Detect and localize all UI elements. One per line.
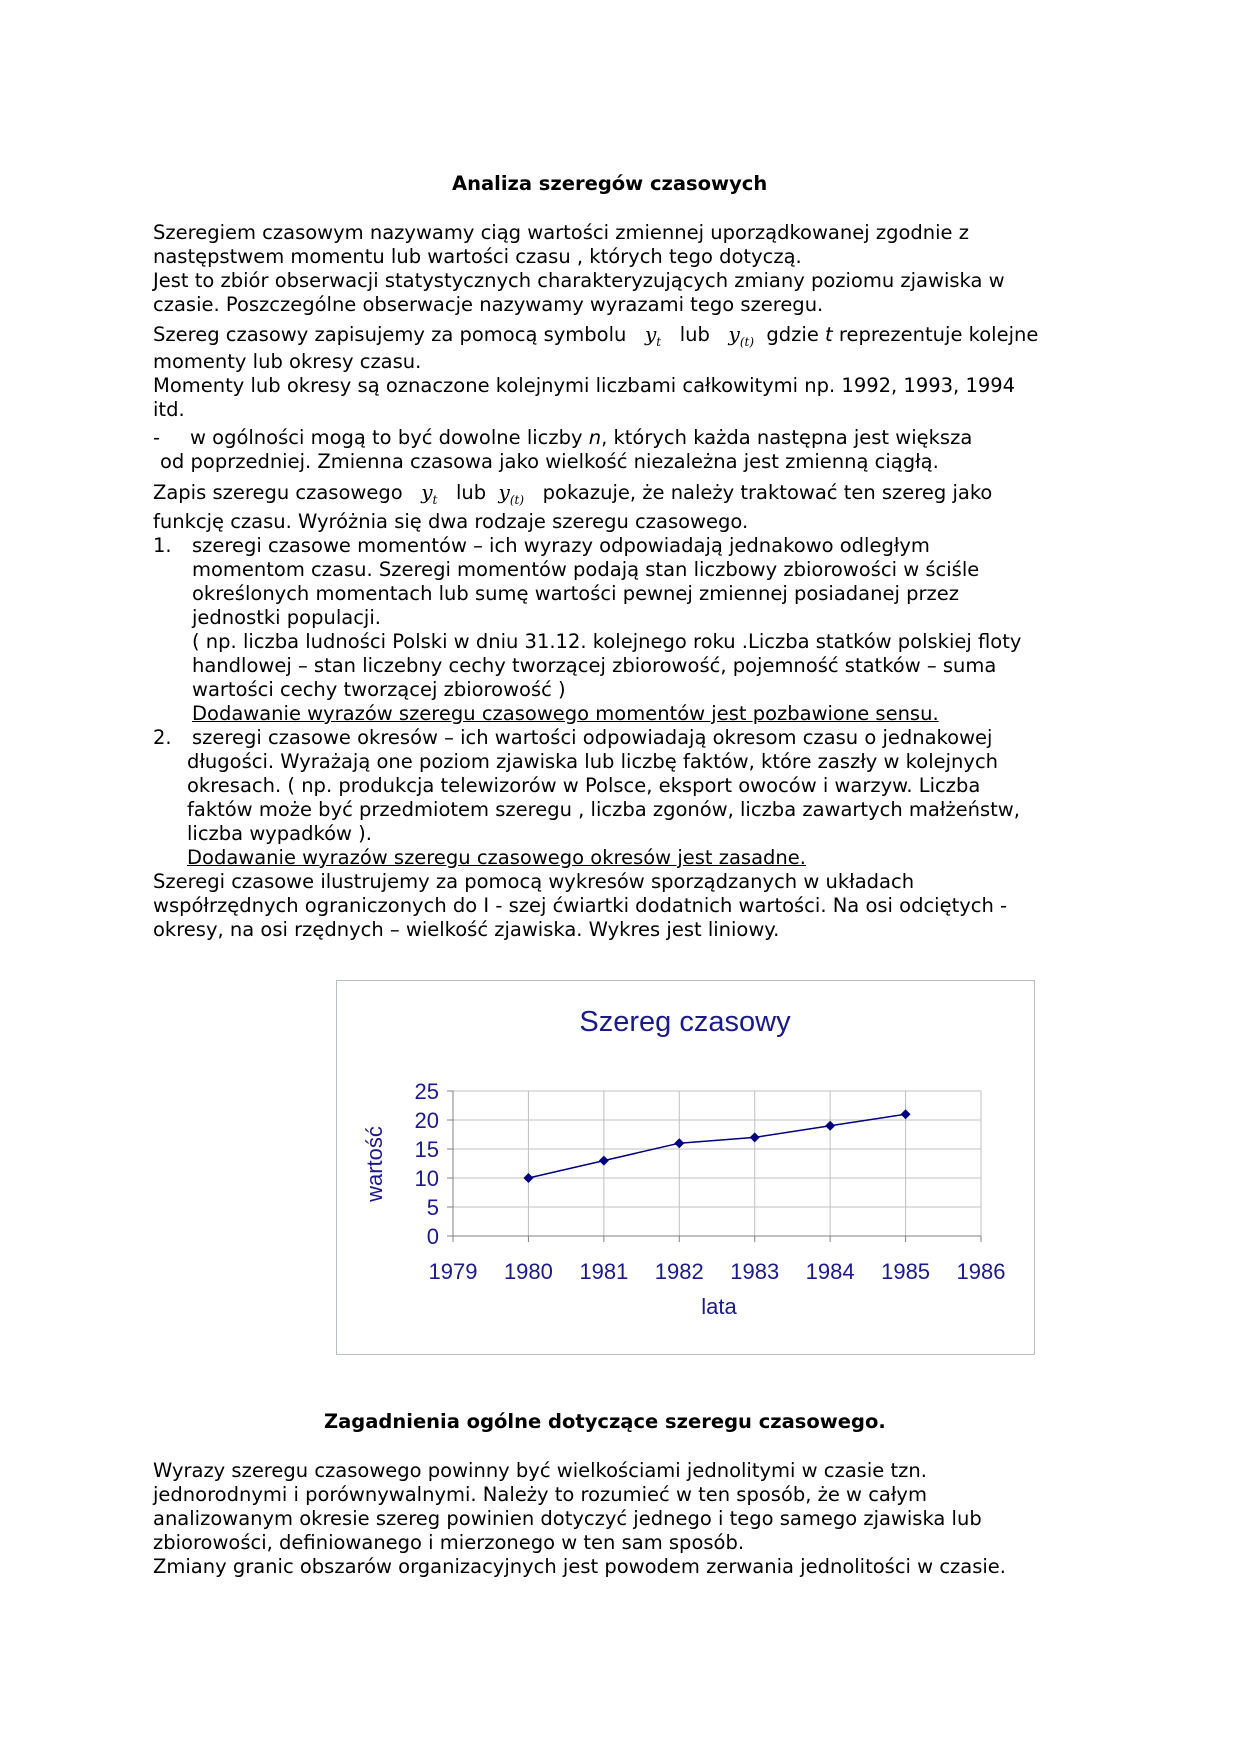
list-number: 1. [153, 534, 172, 557]
data-point-marker [901, 1109, 911, 1119]
paragraph-line: itd. [153, 398, 185, 421]
paragraph-line [190, 426, 972, 450]
data-point-marker [750, 1132, 760, 1142]
paragraph-line: Zmiany granic obszarów organizacyjnych jest powodem zerwania jednolitości w czasie. [153, 1555, 1006, 1578]
data-point-marker [523, 1173, 533, 1183]
list-item-line: okresach. ( np. produkcja telewizorów w Polsce, eksport owoców i warzyw. Liczba [187, 774, 981, 797]
text-run: gdzie [766, 323, 819, 346]
math-subscript: t [432, 493, 438, 507]
paragraph-line: zbiorowości, definiowanego i mierzonego w ten sam sposób. [153, 1531, 745, 1554]
y-tick-labels [415, 1079, 439, 1249]
chart-frame [336, 980, 1035, 1355]
line-chart [337, 981, 1034, 1354]
x-tick-label: 1980 [503, 1259, 553, 1284]
paragraph-line: czasie. Poszczególne obserwacje nazywamy wyrazami tego szeregu. [153, 293, 824, 316]
x-tick-label: 1983 [730, 1259, 780, 1284]
list-item-line: jednostki populacji. [192, 606, 381, 629]
paragraph-line: Wyrazy szeregu czasowego powinny być wielkościami jednolitymi w czasie tzn. [153, 1459, 927, 1482]
y-axis-label: wartość [362, 1126, 387, 1202]
math-var: t [825, 323, 833, 346]
text-run: Szereg czasowy zapisujemy za pomocą symbolu [153, 323, 627, 346]
paragraph-line: funkcję czasu. Wyróżnia się dwa rodzaje szeregu czasowego. [153, 510, 749, 533]
list-dash: - [153, 426, 161, 449]
series-polyline [528, 1114, 905, 1178]
x-tick-label: 1985 [881, 1259, 931, 1284]
x-tick-label: 1981 [579, 1259, 629, 1284]
math-var: y [728, 322, 740, 346]
math-symbol [644, 322, 662, 349]
math-var: n [588, 426, 602, 449]
text-run: Zapis szeregu czasowego [153, 481, 403, 504]
math-var: y [421, 480, 433, 504]
data-point-marker [599, 1156, 609, 1166]
y-tick-label: 10 [414, 1166, 439, 1191]
chart-axes [447, 1091, 981, 1242]
list-item-line: wartości cechy tworzącej zbiorowość ) [192, 678, 566, 701]
chart-grid [453, 1091, 981, 1236]
y-tick-label: 20 [414, 1108, 439, 1133]
paragraph-line: współrzędnych ograniczonych do I - szej ćwiartki dodatnich wartości. Na osi odciętych - [153, 894, 1008, 917]
paragraph-line [153, 480, 992, 512]
math-symbol [728, 322, 755, 349]
x-tick-label: 1984 [805, 1259, 855, 1284]
list-item-line: określonych momentach lub sumę wartości pewnej zmiennej posiadanej przez [192, 582, 959, 605]
x-tick-label: 1979 [428, 1259, 478, 1284]
paragraph-line: następstwem momentu lub wartości czasu , których tego dotyczą. [153, 245, 802, 268]
text-run: w ogólności mogą to być dowolne liczby [190, 426, 583, 449]
paragraph-line: Szeregi czasowe ilustrujemy za pomocą wykresów sporządzanych w układach [153, 870, 915, 893]
paragraph-line: momenty lub okresy czasu. [153, 350, 422, 373]
text-run: reprezentuje kolejne [838, 323, 1039, 346]
y-tick-label: 0 [426, 1224, 439, 1249]
paragraph-line: Jest to zbiór obserwacji statystycznych charakteryzujących zmiany poziomu zjawiska w [153, 269, 1005, 292]
y-tick-label: 15 [414, 1137, 439, 1162]
paragraph-line: Momenty lub okresy są oznaczone kolejnymi liczbami całkowitymi np. 1992, 1993, 1994 [153, 374, 1016, 397]
x-tick-labels [429, 1259, 1006, 1284]
list-item-line: momentom czasu. Szeregi momentów podają stan liczbowy zbiorowości w ściśle [192, 558, 980, 581]
paragraph-line: jednorodnymi i porównywalnymi. Należy to rozumieć w ten sposób, że w całym [153, 1483, 927, 1506]
list-item-line: szeregi czasowe momentów – ich wyrazy odpowiadają jednakowo odległym [192, 534, 930, 557]
y-tick-label: 25 [414, 1079, 439, 1104]
chart-title: Szereg czasowy [579, 1006, 791, 1038]
list-item-line: faktów może być przedmiotem szeregu , liczba zgonów, liczba zawartych małżeństw, [187, 798, 1020, 821]
list-item-line: handlowej – stan liczebny cechy tworzącej zbiorowość, pojemność statków – suma [192, 654, 997, 677]
text-run: pokazuje, że należy traktować ten szereg jako [542, 481, 993, 504]
math-subscript: (t) [739, 335, 754, 349]
data-point-marker [674, 1138, 684, 1148]
document-title: Analiza szeregów czasowych [452, 172, 768, 195]
section-heading: Zagadnienia ogólne dotyczące szeregu czasowego. [324, 1410, 886, 1433]
list-item-line: długości. Wyrażają one poziom zjawiska lub liczbę faktów, które zaszły w kolejnych [187, 750, 999, 773]
x-tick-label: 1986 [956, 1259, 1006, 1284]
text-run: lub [455, 481, 487, 504]
list-item-line: liczba wypadków ). [187, 822, 372, 845]
math-var: y [498, 480, 510, 504]
list-item-line: szeregi czasowe okresów – ich wartości odpowiadają okresom czasu o jednakowej [192, 726, 993, 749]
math-symbol [421, 480, 438, 507]
list-number: 2. [153, 726, 172, 749]
text-run: lub [679, 323, 710, 346]
math-subscript: t [656, 335, 662, 349]
underlined-note: Dodawanie wyrazów szeregu czasowego okresów jest zasadne. [187, 846, 806, 869]
math-var: y [644, 322, 657, 346]
text-run: , których każda następna jest większa [601, 426, 973, 449]
paragraph-line: okresy, na osi rzędnych – wielkość zjawiska. Wykres jest liniowy. [153, 918, 780, 941]
math-symbol [498, 480, 525, 507]
y-tick-label: 5 [426, 1195, 439, 1220]
paragraph-line: od poprzedniej. Zmienna czasowa jako wielkość niezależna jest zmienną ciągłą. [160, 450, 939, 473]
underlined-note: Dodawanie wyrazów szeregu czasowego momentów jest pozbawione sensu. [192, 702, 939, 725]
paragraph-line: analizowanym okresie szereg powinien dotyczyć jednego i tego samego zjawiska lub [153, 1507, 982, 1530]
x-axis-label: lata [701, 1294, 737, 1319]
list-item-line: ( np. liczba ludności Polski w dniu 31.12. kolejnego roku .Liczba statków polskiej floty [192, 630, 1022, 653]
math-subscript: (t) [509, 493, 525, 507]
data-point-marker [825, 1121, 835, 1131]
x-tick-label: 1982 [654, 1259, 704, 1284]
paragraph-line: Szeregiem czasowym nazywamy ciąg wartości zmiennej uporządkowanej zgodnie z [153, 221, 969, 244]
